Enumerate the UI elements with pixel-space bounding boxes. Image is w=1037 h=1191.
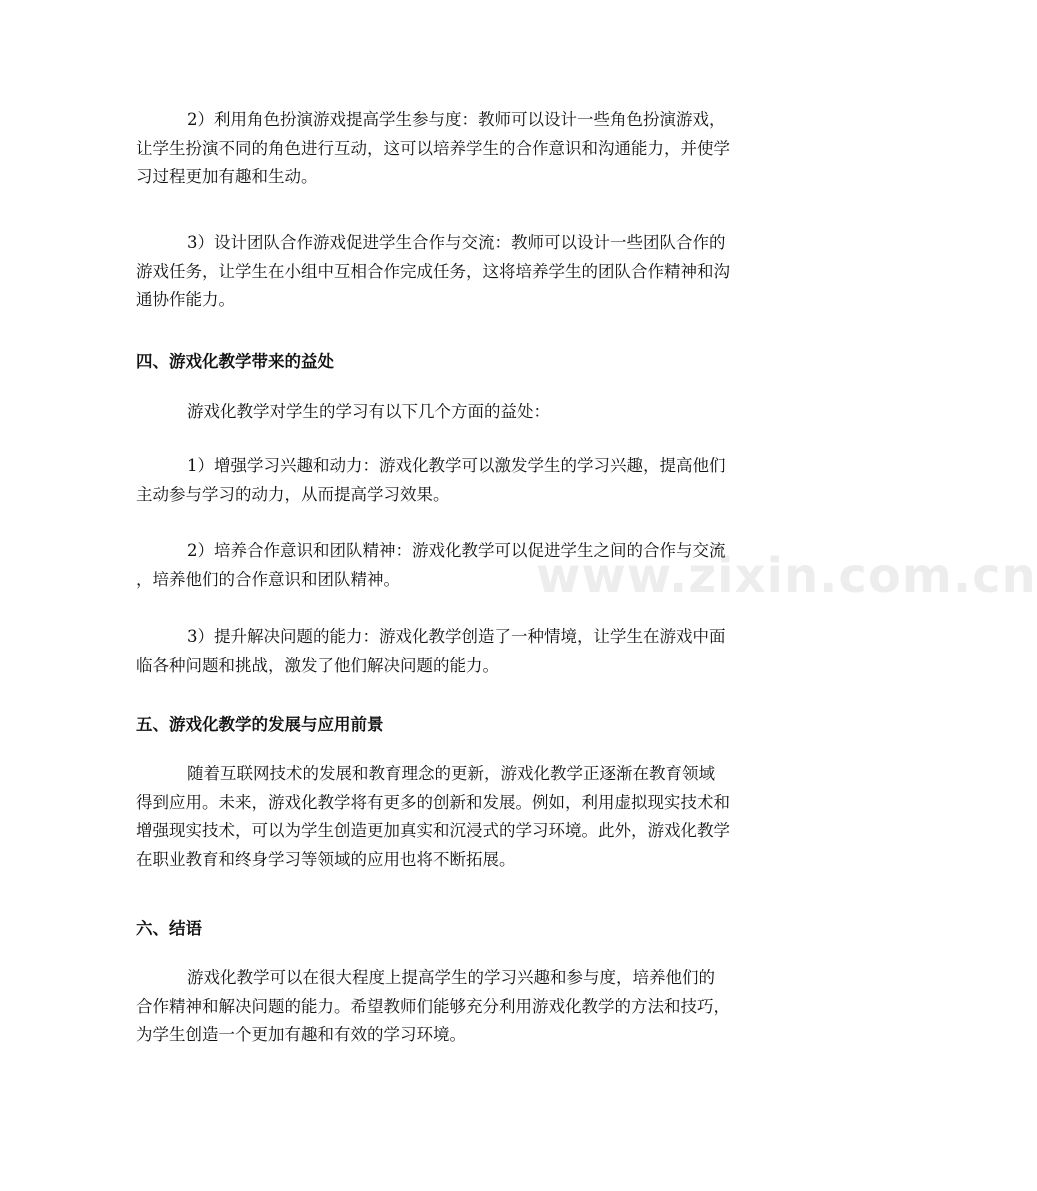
- text-line: 游戏化教学可以在很大程度上提高学生的学习兴趣和参与度，培养他们的: [187, 968, 715, 987]
- text-line: 增强现实技术，可以为学生创造更加真实和沉浸式的学习环境。此外，游戏化教学: [136, 821, 730, 840]
- paragraph-benefit-3: [136, 623, 786, 680]
- paragraph-conclusion: [136, 964, 786, 1050]
- text-line: 游戏化教学对学生的学习有以下几个方面的益处：: [187, 402, 550, 421]
- text-line: 2）培养合作意识和团队精神：游戏化教学可以促进学生之间的合作与交流: [187, 541, 726, 560]
- paragraph-role-play: [136, 106, 786, 192]
- text-line: ，培养他们的合作意识和团队精神。: [136, 569, 400, 589]
- paragraph-benefit-1: [136, 452, 786, 509]
- text-line: 合作精神和解决问题的能力。希望教师们能够充分利用游戏化教学的方法和技巧，: [136, 996, 730, 1016]
- text-line: 2）利用角色扮演游戏提高学生参与度：教师可以设计一些角色扮演游戏，: [187, 110, 726, 129]
- paragraph-benefits-intro: [136, 398, 786, 427]
- text-line: 在职业教育和终身学习等领域的应用也将不断拓展。: [136, 849, 516, 869]
- text-line: 随着互联网技术的发展和教育理念的更新，游戏化教学正逐渐在教育领域: [187, 764, 715, 783]
- watermark: www.zixin.com.cn: [536, 548, 1037, 604]
- section-heading-benefits: 四、游戏化教学带来的益处: [136, 352, 334, 371]
- section-heading-conclusion: 六、结语: [136, 919, 202, 938]
- text-line: 习过程更加有趣和生动。: [136, 167, 318, 186]
- text-line: 3）设计团队合作游戏促进学生合作与交流：教师可以设计一些团队合作的: [187, 233, 726, 252]
- text-line: 通协作能力。: [136, 290, 235, 309]
- text-line: 3）提升解决问题的能力：游戏化教学创造了一种情境，让学生在游戏中面: [187, 627, 726, 646]
- text-line: 让学生扮演不同的角色进行互动，这可以培养学生的合作意识和沟通能力，并使学: [136, 138, 730, 158]
- text-line: 为学生创造一个更加有趣和有效的学习环境。: [136, 1025, 466, 1044]
- paragraph-prospects: [136, 760, 786, 874]
- text-line: 游戏任务，让学生在小组中互相合作完成任务，这将培养学生的团队合作精神和沟: [136, 261, 730, 281]
- text-line: 1）增强学习兴趣和动力：游戏化教学可以激发学生的学习兴趣，提高他们: [187, 456, 726, 475]
- text-line: 临各种问题和挑战，激发了他们解决问题的能力。: [136, 655, 499, 675]
- section-heading-prospects: 五、游戏化教学的发展与应用前景: [136, 715, 384, 734]
- text-line: 得到应用。未来，游戏化教学将有更多的创新和发展。例如，利用虚拟现实技术和: [136, 792, 730, 812]
- text-line: 主动参与学习的动力，从而提高学习效果。: [136, 484, 450, 504]
- paragraph-benefit-2: [136, 537, 786, 594]
- paragraph-team-games: [136, 229, 786, 315]
